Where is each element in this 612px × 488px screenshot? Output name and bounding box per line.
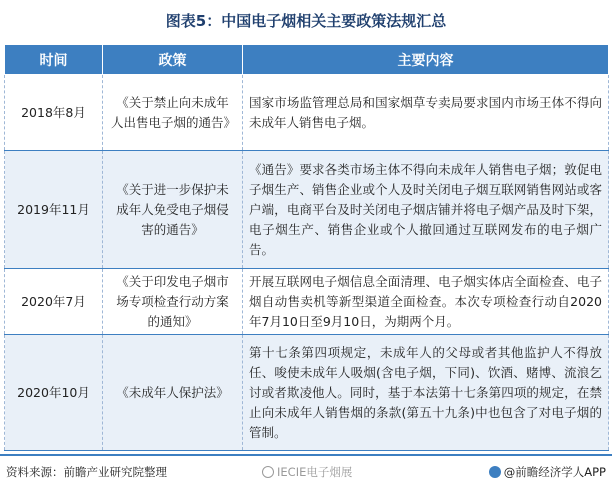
cell-time: 2020年10月: [5, 335, 103, 451]
cell-policy: 《未成年人保护法》: [103, 335, 243, 451]
header-policy: 政策: [103, 45, 243, 75]
cell-time: 2019年11月: [5, 151, 103, 269]
cell-time: 2020年7月: [5, 269, 103, 335]
cell-policy: 《关于进一步保护未成年人免受电子烟侵害的通告》: [103, 151, 243, 269]
weibo-icon: [262, 466, 274, 478]
brand-logo-icon: [489, 466, 501, 478]
watermark: [262, 464, 352, 480]
cell-policy: 《关于禁止向未成年人出售电子烟的通告》: [103, 75, 243, 151]
footer: [0, 454, 612, 488]
cell-content: 国家市场监管理总局和国家烟草专卖局要求国内市场王体不得向未成年人销售电子烟。: [243, 75, 609, 151]
table-row: [5, 75, 609, 151]
brand-text: @前瞻经济学人APP: [503, 465, 606, 479]
source-note: 资料来源：前瞻产业研究院整理: [6, 465, 167, 479]
cell-content: 第十七条第四项规定，未成年人的父母或者其他监护人不得放任、唆使未成年人吸烟(含电子烟，下同)、饮酒、赌博、流浪乞讨或者欺凌他人。同时，基于本法第十七条第四项的规定，在禁止向未成年人销售烟的条款(第五十九条)中也包含了对电子烟的管制。: [243, 335, 609, 451]
table-row: [5, 335, 609, 451]
cell-time: 2018年8月: [5, 75, 103, 151]
cell-content: 《通告》要求各类市场主体不得向未成年人销售电子烟；敦促电子烟生产、销售企业或个人及时关闭电子烟互联网销售网站或客户端，电商平台及时关闭电子烟店铺并将电子烟产品及时下架，电子烟生产、销售企业或个人撤回通过互联网发布的电子烟广告。: [243, 151, 609, 269]
header-time: 时间: [5, 45, 103, 75]
chart-title: 图表5：中国电子烟相关主要政策法规汇总: [165, 12, 447, 30]
cell-policy: 《关于印发电子烟市场专项检查行动方案的通知》: [103, 269, 243, 335]
brand: [489, 464, 606, 480]
table-header-row: [5, 45, 609, 75]
table-row: [5, 269, 609, 335]
table-row: [5, 151, 609, 269]
header-content: 主要内容: [243, 45, 609, 75]
policy-table: [4, 44, 609, 451]
cell-content: 开展互联网电子烟信息全面清理、电子烟实体店全面检查、电子烟自动售卖机等新型渠道全面检查。本次专项检查行动自2020年7月10日至9月10日，为期两个月。: [243, 269, 609, 335]
watermark-text: IECIE电子烟展: [277, 465, 353, 479]
